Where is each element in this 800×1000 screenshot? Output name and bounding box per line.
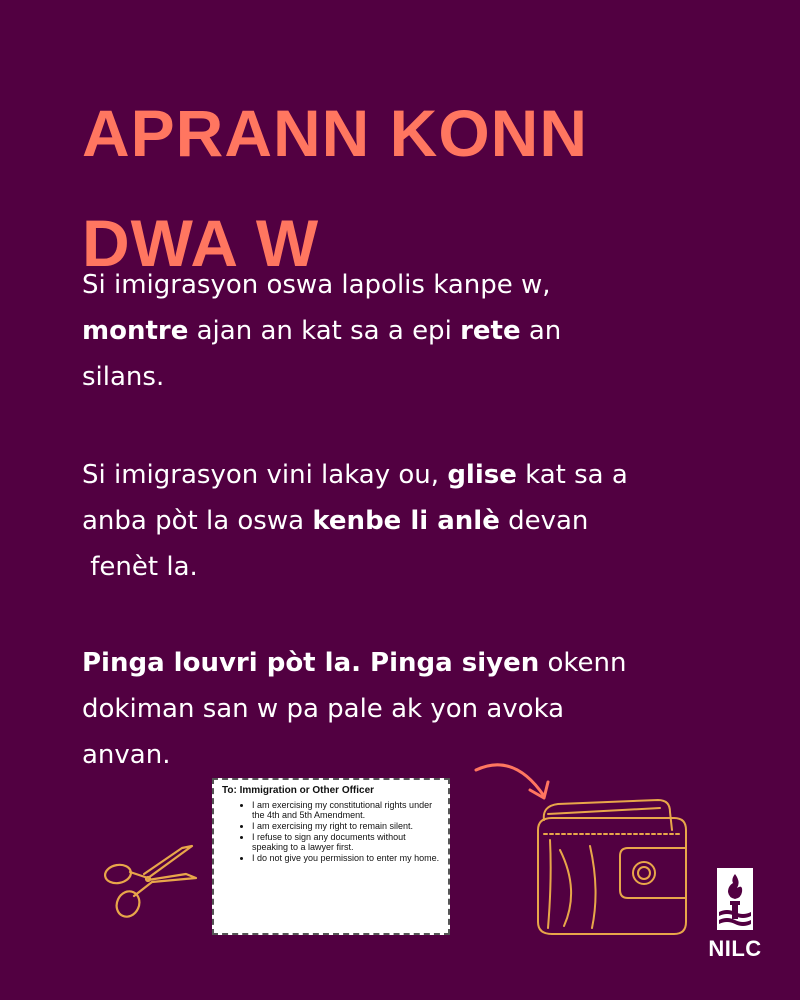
paragraph-line: Pinga louvri pòt la. Pinga siyen okenn (82, 648, 627, 678)
card-item: • I am exercising my constitutional rights under the 4th and 5th Amendment. (252, 800, 440, 820)
scissors-icon (100, 838, 200, 922)
wallet-icon (530, 790, 695, 940)
paragraph-stop (82, 262, 561, 400)
paragraph-line: dokiman san w pa pale ak yon avoka (82, 694, 565, 724)
card-list (222, 800, 440, 863)
paragraph-line: anvan. (82, 740, 171, 770)
headline-line-2: DWA W (82, 206, 320, 280)
paragraph-line: anba pòt la oswa kenbe li anlè devan (82, 506, 589, 536)
paragraph-home (82, 452, 628, 590)
card-item: • I am exercising my right to remain silent. (252, 821, 440, 831)
card-item: • I do not give you permission to enter my home. (252, 853, 440, 863)
torch-logo-icon (715, 868, 755, 930)
nilc-logo (695, 868, 775, 962)
card-title: To: Immigration or Other Officer (222, 785, 375, 796)
rights-card (212, 778, 450, 935)
logo-text: NILC (708, 936, 762, 961)
paragraph-line: silans. (82, 362, 165, 392)
paragraph-line: montre ajan an kat sa a epi rete an (82, 316, 562, 346)
paragraph-line: Si imigrasyon vini lakay ou, glise kat sa a (82, 460, 628, 490)
headline-line-1: APRANN KONN (82, 96, 588, 170)
card-item: • I refuse to sign any documents without speaking to a lawyer first. (252, 832, 440, 852)
paragraph-line: Si imigrasyon oswa lapolis kanpe w, (82, 270, 551, 300)
paragraph-line: fenèt la. (82, 552, 198, 582)
